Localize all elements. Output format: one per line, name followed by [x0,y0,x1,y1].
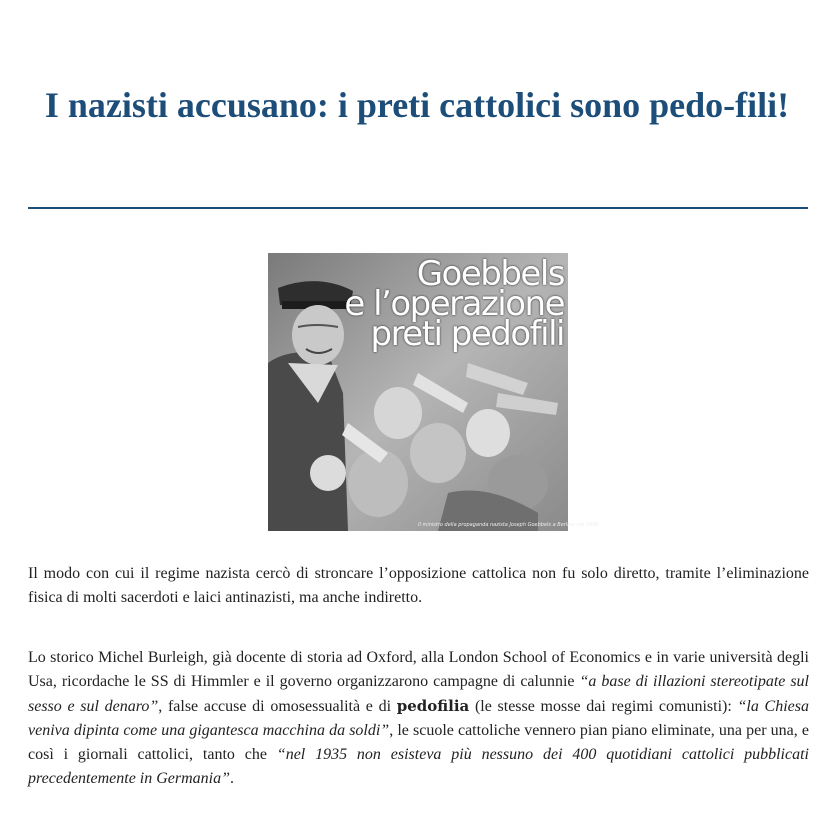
photo-title-line: Goebbels [416,254,564,294]
quote-text: “la Chiesa veniva dipinta come una gigantesca macchina da soldi” [28,698,809,739]
text-run: . [230,770,235,787]
text-run: Lo storico Michel Burleigh, già docente di storia ad Oxford, alla London School of Economics e in varie università degli Usa, ricordache le SS di Himmler e il governo organizzarono campagne di calunnie [28,649,809,690]
paragraph-burleigh [28,646,809,791]
text-run: , false accuse di omosessualità e di [158,698,397,715]
article-title: I nazisti accusano: i preti cattolici sono pedo-fili! [44,85,790,125]
text-run: , le scuole cattoliche vennero pian piano eliminate, una per una, e così i giornali cattolici, tanto che [28,722,809,763]
bold-keyword: pedofilia [396,697,470,715]
quote-text: “a base di illazioni stereotipate sul sesso e sul denaro” [28,673,809,715]
title-divider [28,207,808,209]
photo-caption: Il ministro della propaganda nazista Joseph Goebbels a Berlino nel 1936 [418,522,599,528]
photo-title-line: preti pedofili [370,314,564,354]
photo-title-line: e l’operazione [344,284,564,324]
paragraph-intro: Il modo con cui il regime nazista cercò di stroncare l’opposizione cattolica non fu solo diretto, tramite l’eliminazione fisica di molti sacerdoti e laici antinazisti, ma anche indiretto. [28,565,809,606]
photo-title [268,254,564,354]
article-photo [268,253,599,531]
quote-text: “nel 1935 non esisteva più nessuno dei 400 quotidiani cattolici pubblicati precedentemente in Germania” [28,746,809,787]
text-run: (le stesse mosse dai regimi comunisti): [469,698,738,715]
